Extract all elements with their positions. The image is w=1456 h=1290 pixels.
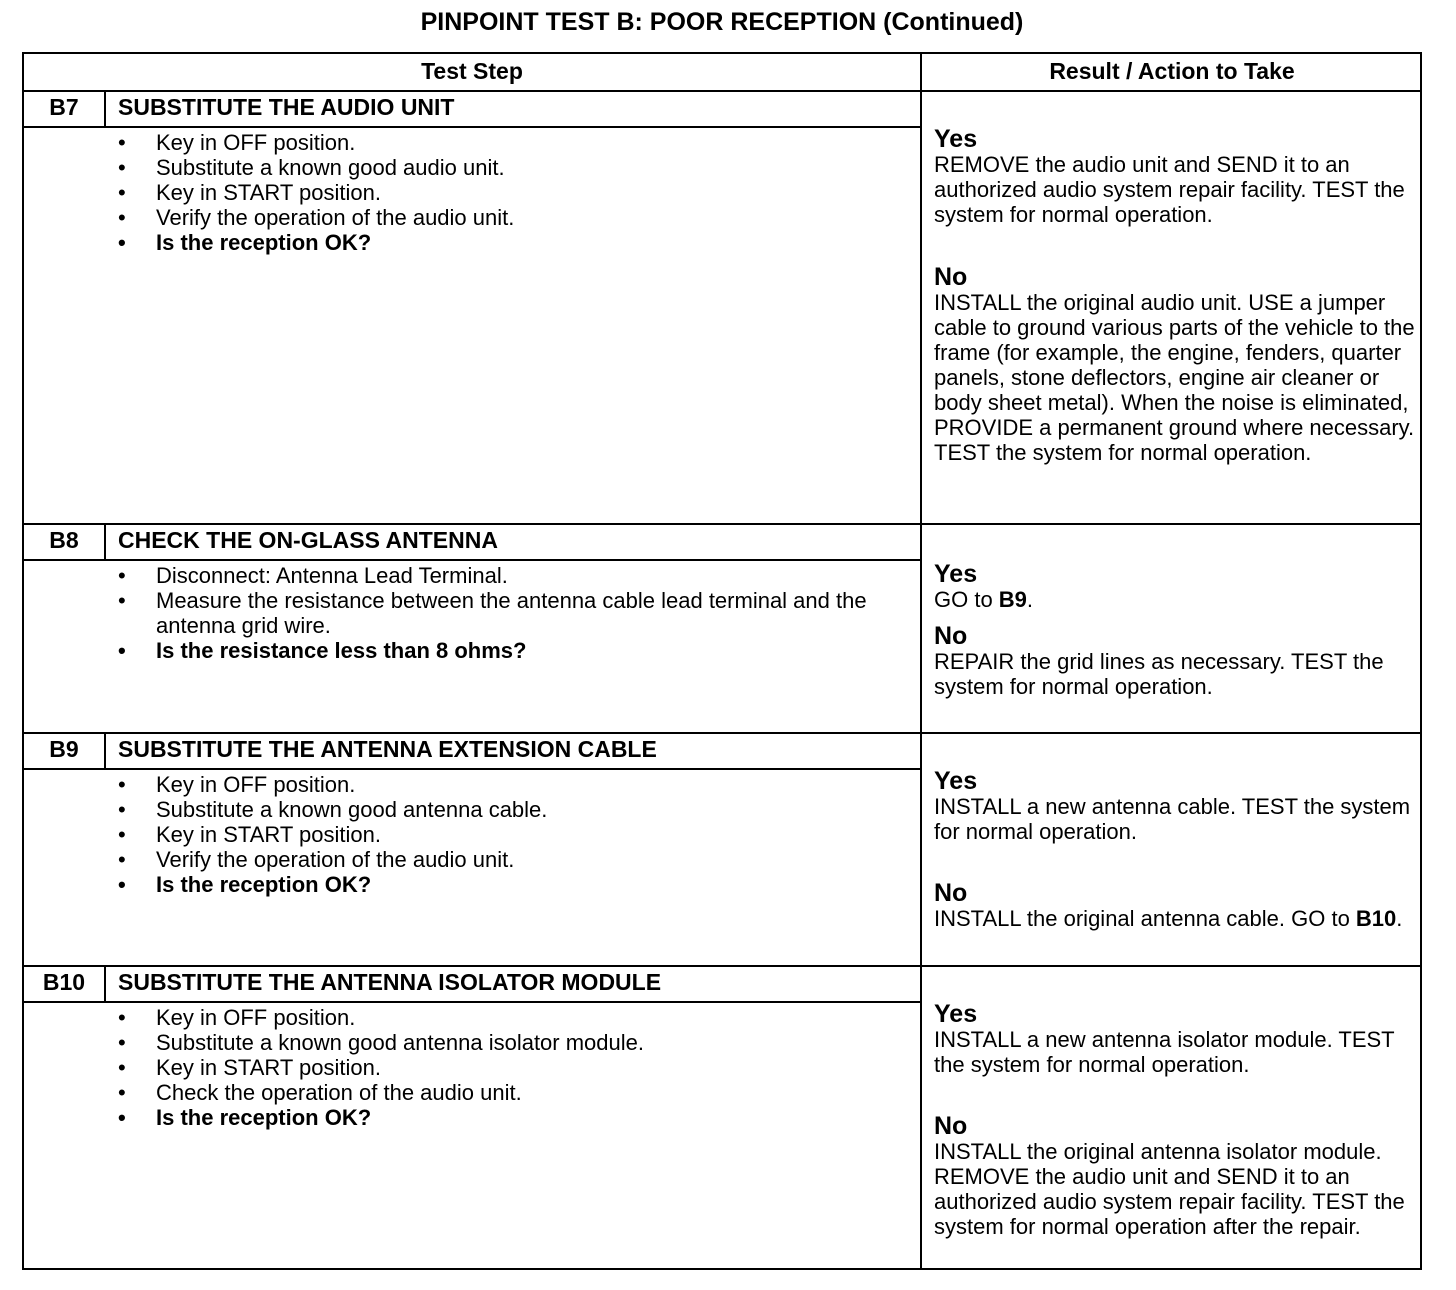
step-reference: B9 xyxy=(998,587,1027,612)
step-question: • Is the resistance less than 8 ohms? xyxy=(118,638,527,663)
list-item: • Substitute a known good audio unit. xyxy=(118,155,505,180)
step-b8-test xyxy=(24,523,922,732)
step-b9-result xyxy=(922,732,1422,965)
page-title: PINPOINT TEST B: POOR RECEPTION (Continued) xyxy=(420,8,1024,36)
step-b7-instructions xyxy=(116,130,906,255)
step-question: • Is the reception OK? xyxy=(118,230,372,255)
step-title: SUBSTITUTE THE ANTENNA ISOLATOR MODULE xyxy=(118,969,662,995)
step-b10-header xyxy=(24,965,920,1003)
no-result xyxy=(934,1113,1416,1239)
no-label: No xyxy=(934,1112,968,1140)
step-b8 xyxy=(24,523,1420,734)
step-b9-header xyxy=(24,732,920,770)
list-item: • Key in OFF position. xyxy=(118,1005,356,1030)
step-b8-header xyxy=(24,523,920,561)
no-action: INSTALL the original antenna isolator module. REMOVE the audio unit and SEND it to an authorized audio system repair facility. TEST the system for normal operation after the repair. xyxy=(934,1139,1405,1239)
no-result xyxy=(934,264,1416,465)
list-item: • Disconnect: Antenna Lead Terminal. xyxy=(118,563,508,588)
step-b9-instructions xyxy=(116,772,906,897)
yes-result xyxy=(934,768,1416,844)
list-item: • Verify the operation of the audio unit. xyxy=(118,847,515,872)
step-title: CHECK THE ON-GLASS ANTENNA xyxy=(118,527,498,553)
step-b9-test xyxy=(24,732,922,965)
step-id: B7 xyxy=(24,90,106,126)
no-result xyxy=(934,880,1416,931)
yes-result xyxy=(934,126,1416,227)
table-header xyxy=(24,54,1420,92)
step-question: • Is the reception OK? xyxy=(118,1105,372,1130)
yes-action-suffix: . xyxy=(1026,587,1034,612)
step-id: B10 xyxy=(24,965,106,1001)
yes-action: REMOVE the audio unit and SEND it to an authorized audio system repair facility. TEST the system for normal operation. xyxy=(934,152,1405,227)
header-result-action: Result / Action to Take xyxy=(1049,58,1295,84)
yes-label: Yes xyxy=(934,767,978,795)
step-b10 xyxy=(24,965,1420,1268)
step-b7-result xyxy=(922,90,1422,523)
step-question: • Is the reception OK? xyxy=(118,872,372,897)
list-item: • Key in START position. xyxy=(118,1055,381,1080)
step-title: SUBSTITUTE THE AUDIO UNIT xyxy=(118,94,455,120)
yes-action-prefix: GO to xyxy=(934,587,999,612)
yes-label: Yes xyxy=(934,560,978,588)
no-label: No xyxy=(934,879,968,907)
step-b8-result xyxy=(922,523,1422,732)
yes-label: Yes xyxy=(934,125,978,153)
no-label: No xyxy=(934,622,968,650)
yes-label: Yes xyxy=(934,1000,978,1028)
list-item: • Key in START position. xyxy=(118,180,381,205)
list-item: • Substitute a known good antenna isolator module. xyxy=(118,1030,644,1055)
list-item: • Verify the operation of the audio unit. xyxy=(118,205,515,230)
step-b7-header xyxy=(24,90,920,128)
list-item: • Key in OFF position. xyxy=(118,130,356,155)
list-item: • Key in START position. xyxy=(118,822,381,847)
step-b7-test xyxy=(24,90,922,523)
step-b9 xyxy=(24,732,1420,967)
header-test-step: Test Step xyxy=(24,54,922,90)
step-b10-result xyxy=(922,965,1422,1268)
no-result xyxy=(934,623,1416,699)
step-id: B8 xyxy=(24,523,106,559)
step-b10-test xyxy=(24,965,922,1268)
yes-action: INSTALL a new antenna isolator module. TEST the system for normal operation. xyxy=(934,1027,1395,1077)
step-b8-instructions xyxy=(116,563,906,663)
list-item: • Measure the resistance between the antenna cable lead terminal and the antenna grid wire. xyxy=(118,588,867,638)
no-label: No xyxy=(934,263,968,291)
no-action-suffix: . xyxy=(1396,906,1403,931)
yes-result xyxy=(934,1001,1416,1077)
pinpoint-test-table xyxy=(22,52,1422,1270)
step-b7 xyxy=(24,90,1420,525)
step-reference: B10 xyxy=(1355,906,1397,931)
list-item: • Key in OFF position. xyxy=(118,772,356,797)
step-b10-instructions xyxy=(116,1005,906,1130)
list-item: • Check the operation of the audio unit. xyxy=(118,1080,522,1105)
yes-action: INSTALL a new antenna cable. TEST the system for normal operation. xyxy=(934,794,1411,844)
no-action: REPAIR the grid lines as necessary. TEST the system for normal operation. xyxy=(934,649,1384,699)
no-action: INSTALL the original audio unit. USE a jumper cable to ground various parts of the vehicle to the frame (for example, the engine, fenders, quarter panels, stone deflectors, engine air cleaner or body sheet metal). When the noise is eliminated, PROVIDE a permanent ground where necessary. TEST the system for normal operation. xyxy=(934,290,1415,465)
step-id: B9 xyxy=(24,732,106,768)
list-item: • Substitute a known good antenna cable. xyxy=(118,797,548,822)
no-action-prefix: INSTALL the original antenna cable. GO to xyxy=(934,906,1356,931)
yes-result xyxy=(934,561,1416,612)
step-title: SUBSTITUTE THE ANTENNA EXTENSION CABLE xyxy=(118,736,657,762)
